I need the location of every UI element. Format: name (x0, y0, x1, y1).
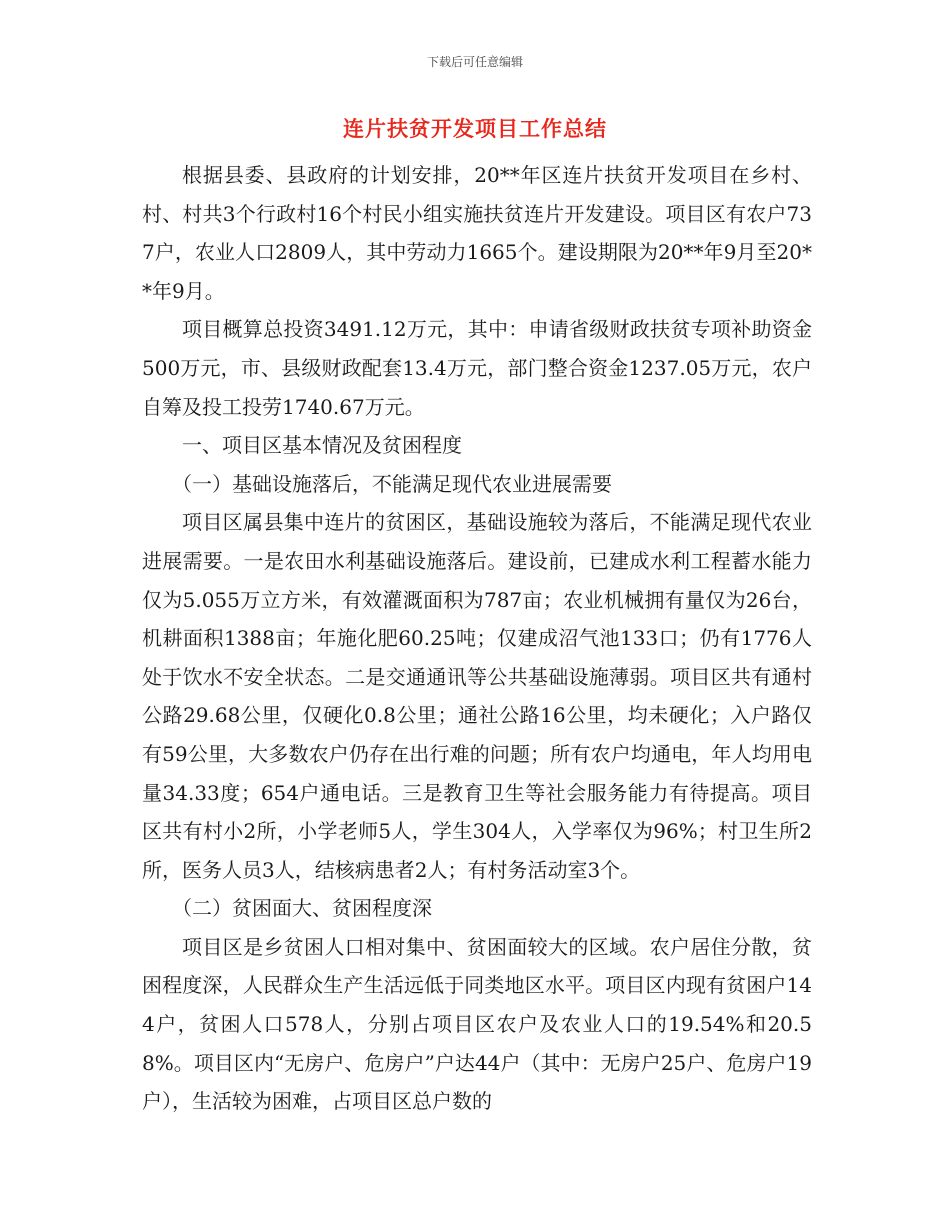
page-header-note: 下载后可任意编辑 (426, 55, 523, 69)
document-body (142, 156, 812, 1121)
paragraph-investment: 项目概算总投资3491.12万元，其中：申请省级财政扶贫专项补助资金500万元，市、县级财政配套13.4万元，部门整合资金1237.05万元，农户自筹及投工投劳1740.67万元。 (142, 317, 812, 419)
document-title: 连片扶贫开发项目工作总结 (343, 117, 607, 141)
paragraph-poverty: 项目区是乡贫困人口相对集中、贫困面较大的区域。农户居住分散，贫困程度深，人民群众生产生活远低于同类地区水平。项目区内现有贫困户144户，贫困人口578人，分别占项目区农户及农业人口的19.54%和20.58%。项目区内“无房户、危房户”户达44户（其中：无房户25户、危房户19户），生活较为困难，占项目区总户数的 (142, 934, 812, 1114)
section-heading-1: 一、项目区基本情况及贫困程度 (182, 433, 462, 458)
subsection-heading-1: （一）基础设施落后，不能满足现代农业进展需要 (172, 471, 612, 496)
paragraph-intro: 根据县委、县政府的计划安排，20**年区连片扶贫开发项目在乡村、村、村共3个行政村16个村民小组实施扶贫连片开发建设。项目区有农户737户，农业人口2809人，其中劳动力1665个。建设期限为20**年9月至20**年9月。 (142, 163, 812, 303)
paragraph-infrastructure: 项目区属县集中连片的贫困区，基础设施较为落后，不能满足现代农业进展需要。一是农田水利基础设施落后。建设前，已建成水利工程蓄水能力仅为5.055万立方米，有效灌溉面积为787亩；农业机械拥有量仅为26台，机耕面积1388亩；年施化肥60.25吨；仅建成沼气池133口；仍有1776人处于饮水不安全状态。二是交通通讯等公共基础设施薄弱。项目区共有通村公路29.68公里，仅硬化0.8公里；通社公路16公里，均未硬化；入户路仅有59公里，大多数农户仍存在出行难的问题；所有农户均通电，年人均用电量34.33度；654户通电话。三是教育卫生等社会服务能力有待提高。项目区共有村小2所，小学老师5人，学生304人，入学率仅为96%；村卫生所2所，医务人员3人，结核病患者2人；有村务活动室3个。 (142, 510, 812, 882)
subsection-heading-2: （二）贫困面大、贫困程度深 (172, 896, 432, 921)
